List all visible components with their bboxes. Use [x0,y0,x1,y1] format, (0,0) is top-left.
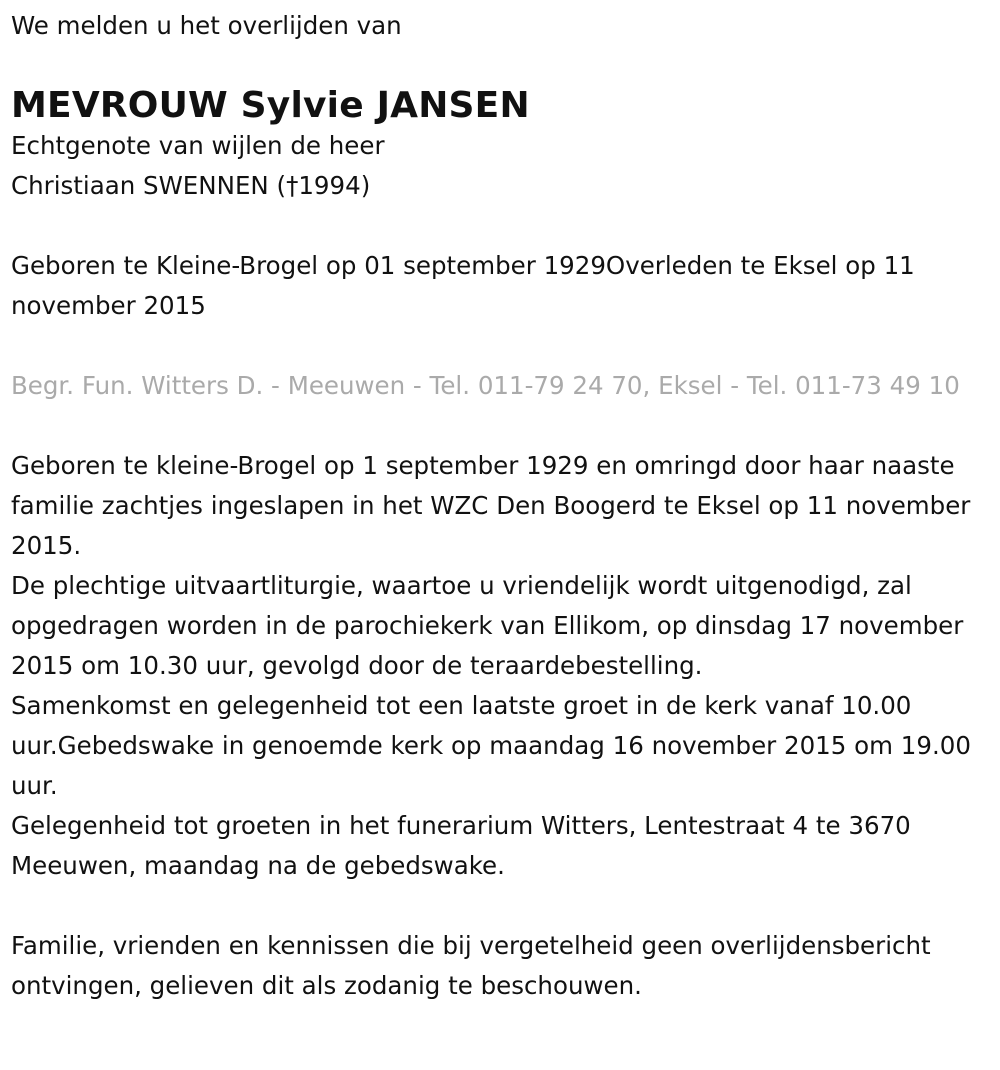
paragraph-gathering: Samenkomst en gelegenheid tot een laatste groet in de kerk vanaf 10.00 uur.Gebedswake in genoemde kerk op maandag 16 november 2015 om 19.00 uur. [11,691,971,800]
spouse-line-2: Christiaan SWENNEN (†1994) [11,171,371,200]
spacer [11,326,990,366]
paragraph-death: Geboren te kleine-Brogel op 1 september 1929 en omringd door haar naaste familie zachtjes ingeslapen in het WZC Den Boogerd te Eksel op 11 november 2015. [11,451,971,560]
spacer [11,206,990,246]
funeral-home-contact: Begr. Fun. Witters D. - Meeuwen - Tel. 011-79 24 70, Eksel - Tel. 011-73 49 10 [11,371,960,400]
spouse-line-1: Echtgenote van wijlen de heer [11,131,385,160]
spacer [11,406,990,446]
paragraph-funerarium: Gelegenheid tot groeten in het funerarium Witters, Lentestraat 4 te 3670 Meeuwen, maandag na de gebedswake. [11,811,911,880]
deceased-name: MEVROUW Sylvie JANSEN [11,85,530,126]
closing-text: Familie, vrienden en kennissen die bij vergetelheid geen overlijdensbericht ontvingen, gelieven dit als zodanig te beschouwen. [11,931,931,1000]
spacer [11,886,990,926]
birth-death-line: Geboren te Kleine-Brogel op 01 september 1929Overleden te Eksel op 11 november 2015 [11,251,915,320]
intro-text: We melden u het overlijden van [11,11,402,40]
paragraph-liturgy: De plechtige uitvaartliturgie, waartoe u vriendelijk wordt uitgenodigd, zal opgedragen worden in de parochiekerk van Ellikom, op dinsdag 17 november 2015 om 10.30 uur, gevolgd door de teraardebestelling. [11,571,964,680]
